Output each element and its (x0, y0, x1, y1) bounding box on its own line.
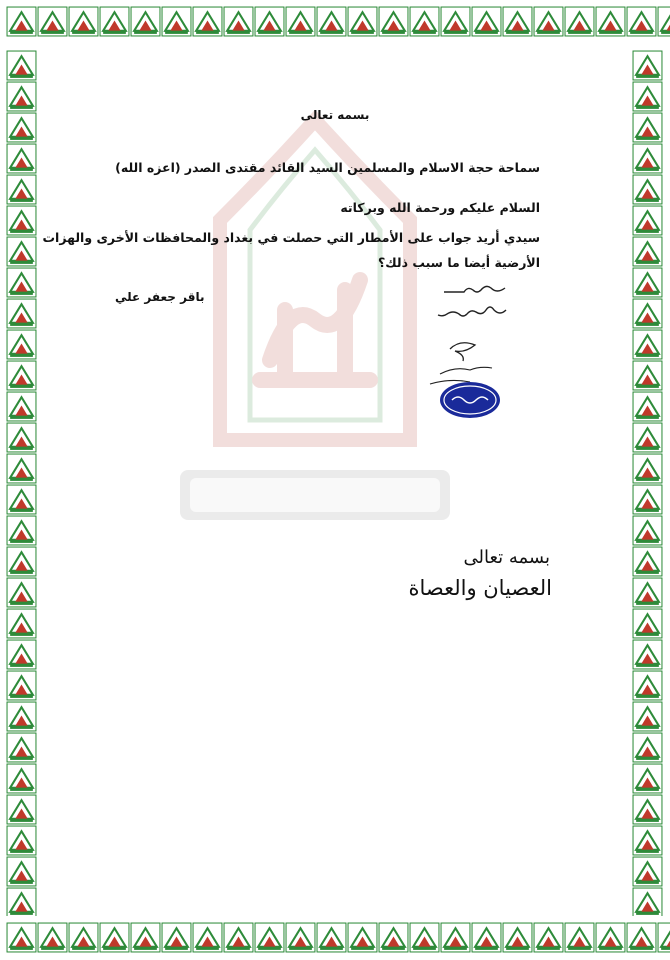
answer-heading: بسمه تعالى (463, 547, 550, 568)
ornamental-border-right (626, 44, 670, 916)
letter-greeting: السلام عليكم ورحمة الله وبركاته (340, 200, 540, 215)
letter-question-line-1: سيدي أريد جواب على الأمطار التي حصلت في بغداد والمحافظات الأخرى والهزات (42, 230, 540, 245)
letter-question-line-2: الأرضية أيضا ما سبب ذلك؟ (377, 255, 540, 270)
letter-addressee: سماحة حجة الاسلام والمسلمين السيد القائد مقتدى الصدر (اعزه الله) (115, 160, 540, 175)
answer-body: العصيان والعصاة (408, 576, 552, 600)
letter-author: باقر جعفر علي (115, 290, 205, 304)
ornamental-border-left (0, 44, 44, 916)
signature-and-seal (420, 334, 510, 424)
letter-heading: بسمه تعالى (300, 108, 370, 122)
ornamental-border-bottom (0, 916, 670, 960)
handwritten-answer (430, 278, 510, 328)
ornamental-border-top (0, 0, 670, 44)
